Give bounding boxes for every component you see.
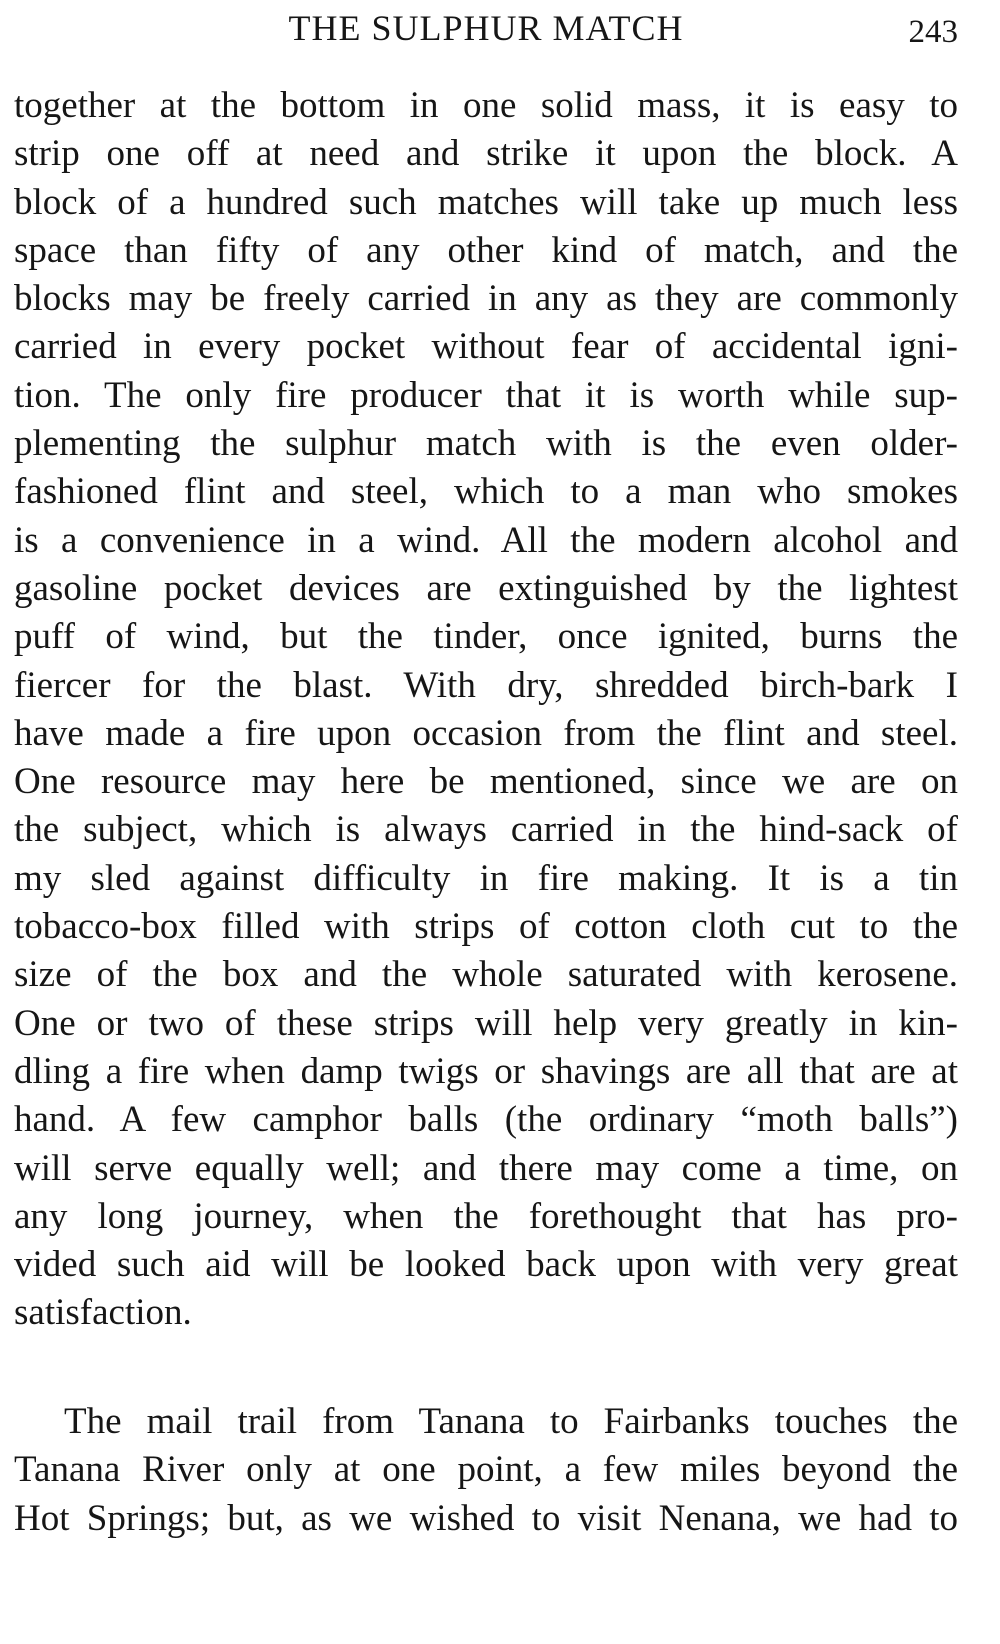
text-line: carried in every pocket without fear of accidental igni- (14, 326, 958, 368)
text-line: fiercer for the blast. With dry, shredded birch-bark I (14, 664, 958, 706)
text-line: any long journey, when the forethought that has pro- (14, 1195, 958, 1237)
text-line: tobacco-box filled with strips of cotton cloth cut to the (14, 906, 958, 948)
text-line: hand. A few camphor balls (the ordinary “moth balls”) (14, 1099, 958, 1141)
text-line: puff of wind, but the tinder, once ignited, burns the (14, 616, 958, 658)
text-line: together at the bottom in one solid mass, it is easy to (14, 85, 958, 126)
text-line: will serve equally well; and there may come a time, on (14, 1147, 958, 1189)
text-line: block of a hundred such matches will take up much less (14, 181, 958, 223)
text-line: strip one off at need and strike it upon the block. A (14, 133, 958, 175)
text-line: The mail trail from Tanana to Fairbanks touches the (64, 1401, 958, 1442)
running-head (14, 6, 958, 50)
text-line: Tanana River only at one point, a few miles beyond the (14, 1449, 958, 1491)
text-line: my sled against difficulty in fire making. It is a tin (14, 857, 958, 899)
paragraph-2 (14, 1398, 958, 1543)
text-line: is a convenience in a wind. All the modern alcohol and (14, 519, 958, 561)
text-line: vided such aid will be looked back upon with very great (14, 1244, 958, 1286)
text-line: One or two of these strips will help very greatly in kin- (14, 1002, 958, 1044)
running-title: THE SULPHUR MATCH (288, 8, 684, 48)
text-line: blocks may be freely carried in any as they are commonly (14, 278, 958, 320)
text-line: One resource may here be mentioned, since we are on (14, 761, 958, 803)
text-line: have made a fire upon occasion from the flint and steel. (14, 712, 958, 754)
text-line: tion. The only fire producer that it is worth while sup- (14, 374, 958, 416)
text-line: plementing the sulphur match with is the even older- (14, 423, 958, 465)
text-line: Hot Springs; but, as we wished to visit Nenana, we had to (14, 1497, 958, 1539)
paragraph-1 (14, 82, 958, 1338)
text-line: the subject, which is always carried in the hind-sack of (14, 809, 958, 851)
text-line: dling a fire when damp twigs or shavings are all that are at (14, 1050, 958, 1092)
text-line: satisfaction. (14, 1292, 192, 1334)
text-line: fashioned flint and steel, which to a man who smokes (14, 471, 958, 513)
page-number: 243 (908, 14, 958, 50)
text-line: size of the box and the whole saturated with kerosene. (14, 954, 958, 996)
text-line: gasoline pocket devices are extinguished by the lightest (14, 567, 958, 609)
text-line: space than fifty of any other kind of match, and the (14, 229, 958, 271)
